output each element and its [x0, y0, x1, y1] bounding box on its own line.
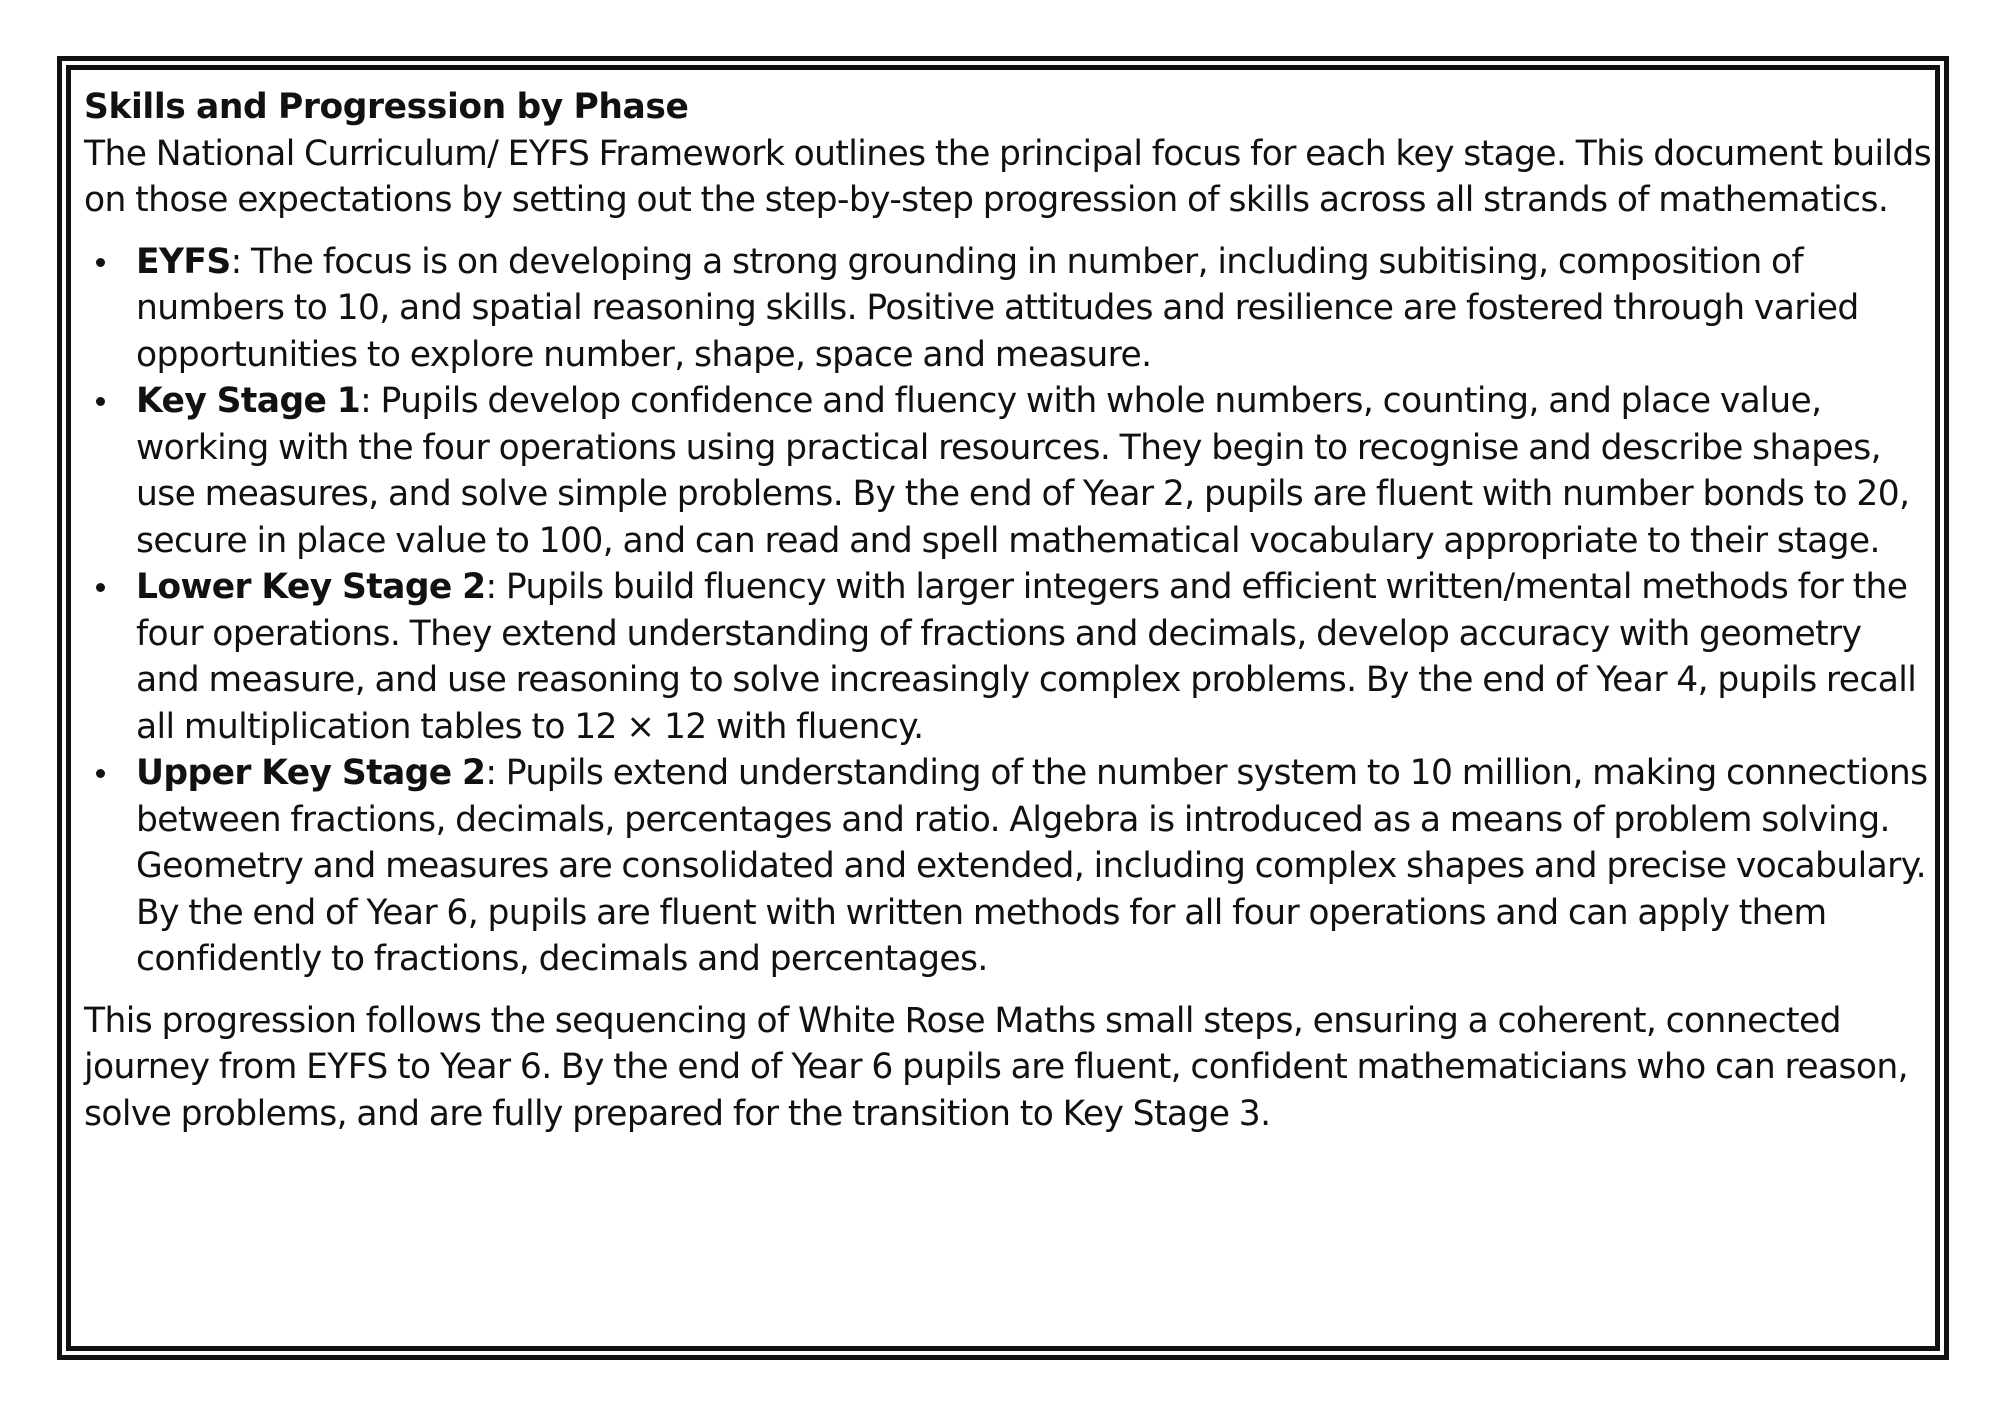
phase-name: Lower Key Stage 2 [136, 567, 486, 607]
phase-description: : Pupils extend understanding of the number system to 10 million, making connections between fractions, decimals, percentages and ratio. Algebra is introduced as a means of problem solving. Geometry and measures are consolidated and extended, including complex shapes and precise vocabulary. By the end of Year 6, pupils are fluent with written methods for all four operations and can apply them confidently to fractions, decimals and percentages. [136, 753, 1928, 979]
phase-description: : Pupils build fluency with larger integers and efficient written/mental methods for the four operations. They extend understanding of fractions and decimals, develop accuracy with geometry and measure, and use reasoning to solve increasingly complex problems. By the end of Year 4, pupils recall all multiplication tables to 12 × 12 with fluency. [136, 567, 1917, 747]
list-item-eyfs [84, 239, 1932, 379]
phase-description: : Pupils develop confidence and fluency with whole numbers, counting, and place value, working with the four operations using practical resources. They begin to recognise and describe shapes, use measures, and solve simple problems. By the end of Year 2, pupils are fluent with number bonds to 20, secure in place value to 100, and can read and spell mathematical vocabulary appropriate to their stage. [136, 381, 1910, 561]
bullet-icon [96, 397, 105, 406]
phase-name: EYFS [136, 241, 231, 282]
document-body [84, 84, 1932, 1137]
bullet-icon [96, 769, 105, 778]
list-item-lower-key-stage-2 [84, 564, 1932, 750]
list-item-key-stage-1 [84, 378, 1932, 564]
phase-description: : The focus is on developing a strong grounding in number, including subitising, composition of numbers to 10, and spatial reasoning skills. Positive attitudes and resilience are fostered through varied opportunities to explore number, shape, space and measure. [136, 241, 1859, 375]
conclusion-paragraph: This progression follows the sequencing of White Rose Maths small steps, ensuring a coherent, connected journey from EYFS to Year 6. By the end of Year 6 pupils are fluent, confident mathematicians who can reason, solve problems, and are fully prepared for the transition to Key Stage 3. [84, 1000, 1909, 1134]
phase-name: Key Stage 1 [136, 381, 361, 421]
bullet-icon [96, 583, 105, 592]
phase-list [84, 239, 1932, 983]
bullet-icon [96, 258, 105, 267]
phase-name: Upper Key Stage 2 [136, 753, 486, 793]
list-item-upper-key-stage-2 [84, 750, 1932, 983]
page-title: Skills and Progression by Phase [84, 87, 689, 127]
intro-paragraph: The National Curriculum/ EYFS Framework outlines the principal focus for each key stage. This document builds on those expectations by setting out the step-by-step progression of skills across all strands of mathematics. [84, 133, 1932, 220]
